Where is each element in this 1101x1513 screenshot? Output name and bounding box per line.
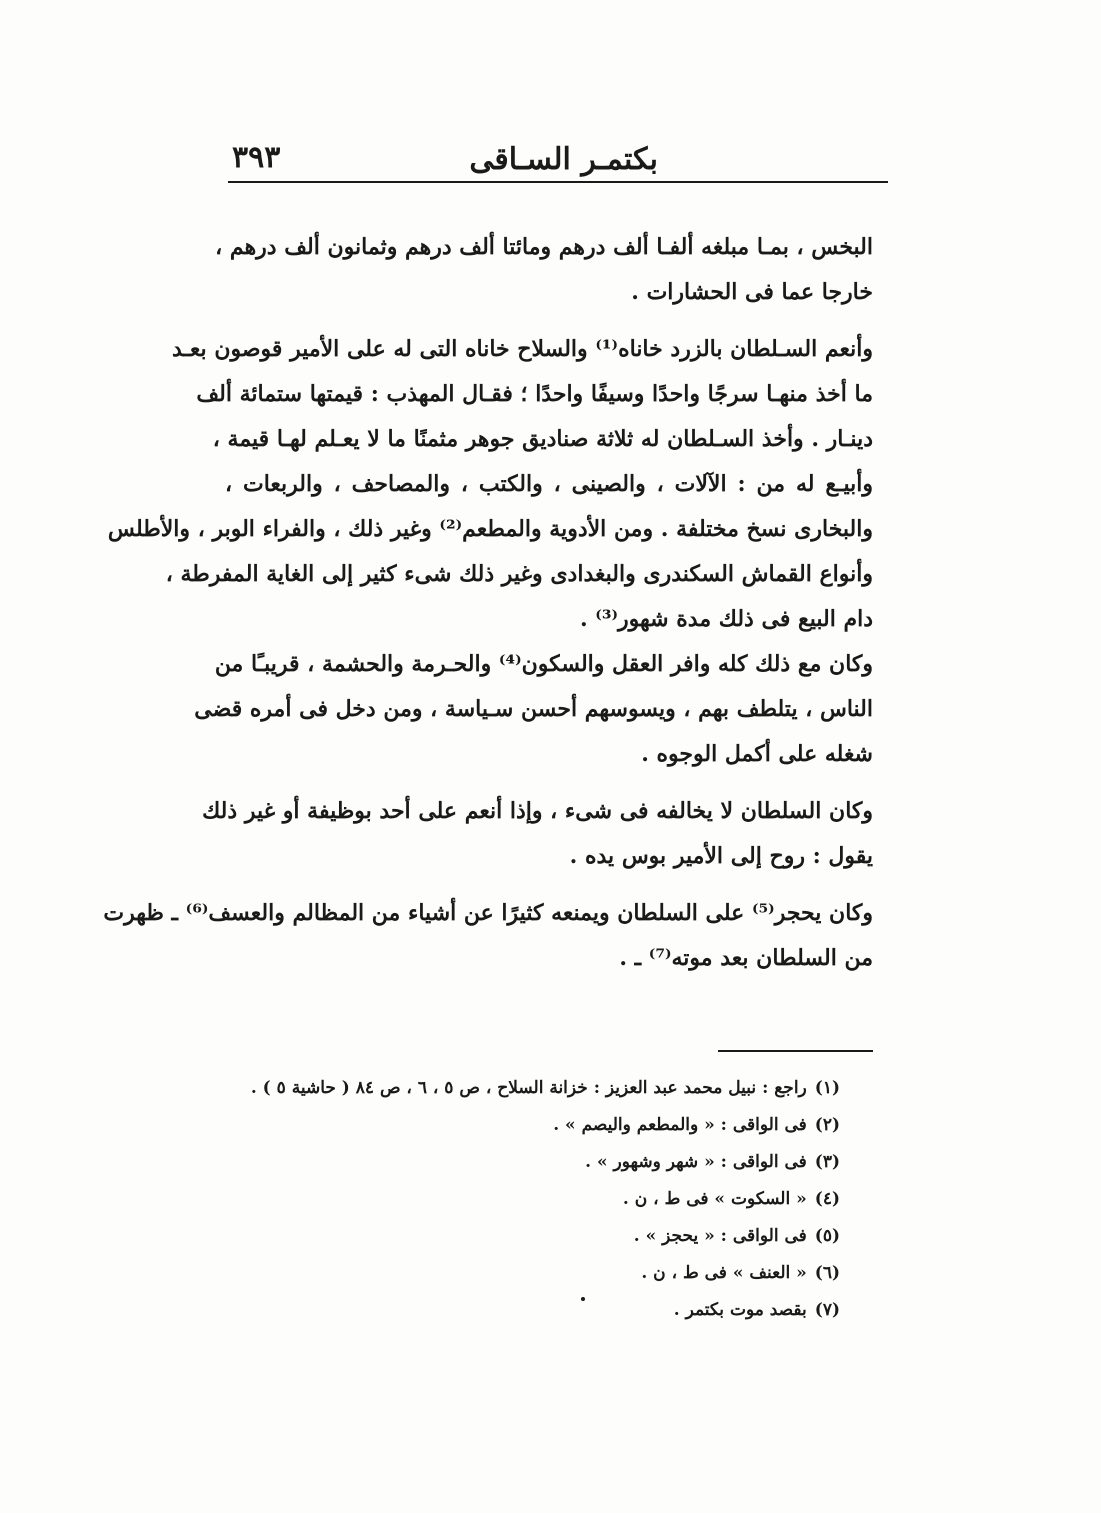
paragraph-gap (225, 777, 873, 789)
text-line: ما أخذ منهـا سرجًا واحدًا وسيفًا واحدًا ؛ فقـال المهذب : قيمتها ستمائة ألف (196, 381, 873, 407)
footnote-text: فى الواقى : « يحجز » . (633, 1226, 807, 1246)
footnote (200, 1255, 840, 1292)
footnote-text: فى الواقى : « والمطعم واليصم » . (553, 1115, 807, 1135)
footnote-text: راجع : نبيل محمد عبد العزيز : خزانة السلاح ، ص ٥ ، ٦ ، ص ٨٤ ( حاشية ٥ ) . (250, 1078, 807, 1098)
text-line: دام البيع فى ذلك مدة شهور⁽³⁾ . (579, 606, 873, 632)
paragraph-gap (225, 879, 873, 891)
footnote-text: « السكوت » فى ط ، ن . (622, 1189, 807, 1209)
footnote-text: بقصد موت بكتمر . (673, 1300, 807, 1320)
footnote-rule (718, 1050, 873, 1052)
text-line: وكان يحجر⁽⁵⁾ على السلطان ويمنعه كثيرًا عن أشياء من المظالم والعسف⁽⁶⁾ ـ ظهرت (103, 900, 873, 926)
footnotes (200, 1070, 840, 1329)
text-line: وأنعم السـلطان بالزرد خاناه⁽¹⁾ والسلاح خاناه التى له على الأمير قوصون بعـد (171, 336, 873, 362)
page-number: ٣٩٣ (232, 140, 281, 175)
footnote-number: (١) (814, 1078, 840, 1098)
footnote-text: فى الواقى : « شهر وشهور » . (585, 1152, 807, 1172)
text-line: والبخارى نسخ مختلفة . ومن الأدوية والمطعم⁽²⁾ وغير ذلك ، والفراء الوبر ، والأطلس (107, 516, 873, 542)
text-line: شغله على أكمل الوجوه . (641, 741, 873, 767)
paragraph-gap (225, 315, 873, 327)
footnote-text: « العنف » فى ط ، ن . (641, 1263, 807, 1283)
text-line: وأبيـع له من : الآلات ، والصينى ، والكتب ، والمصاحف ، والربعات ، (225, 471, 873, 497)
footnote-number: (٤) (814, 1189, 840, 1209)
text-line: دينـار . وأخذ السـلطان له ثلاثة صناديق جوهر مثمنًا ما لا يعـلم لهـا قيمة ، (212, 426, 873, 452)
text-line: من السلطان بعد موته⁽⁷⁾ ـ . (619, 945, 873, 971)
text-line: البخس ، بمـا مبلغه ألفـا ألف درهم ومائتا ألف درهم وثمانون ألف درهم ، (215, 234, 873, 260)
footnote (200, 1070, 840, 1107)
footnote-number: (٦) (814, 1263, 840, 1283)
print-speck (581, 1297, 585, 1301)
footnote (200, 1181, 840, 1218)
text-line: وكان مع ذلك كله وافر العقل والسكون⁽⁴⁾ والحـرمة والحشمة ، قريبـًا من (214, 651, 873, 677)
running-header (228, 138, 888, 184)
footnote (200, 1292, 840, 1329)
text-line: الناس ، يتلطف بهم ، ويسوسهم أحسن سـياسة ، ومن دخل فى أمره قضى (194, 696, 873, 722)
header-rule (228, 181, 888, 183)
text-line: يقول : روح إلى الأمير بوس يده . (569, 843, 873, 869)
footnote (200, 1107, 840, 1144)
text-line: وكان السلطان لا يخالفه فى شىء ، وإذا أنعم على أحد بوظيفة أو غير ذلك (202, 798, 873, 824)
footnote-number: (٧) (814, 1300, 840, 1320)
footnote (200, 1144, 840, 1181)
text-line: خارجا عما فى الحشارات . (631, 279, 873, 305)
footnote (200, 1218, 840, 1255)
running-title: بكتمـر السـاقى (469, 142, 658, 177)
main-text (103, 225, 873, 981)
footnote-number: (٥) (814, 1226, 840, 1246)
text-line: وأنواع القماش السكندرى والبغدادى وغير ذلك شىء كثير إلى الغاية المفرطة ، (165, 561, 873, 587)
footnote-number: (٣) (814, 1152, 840, 1172)
footnote-number: (٢) (814, 1115, 840, 1135)
